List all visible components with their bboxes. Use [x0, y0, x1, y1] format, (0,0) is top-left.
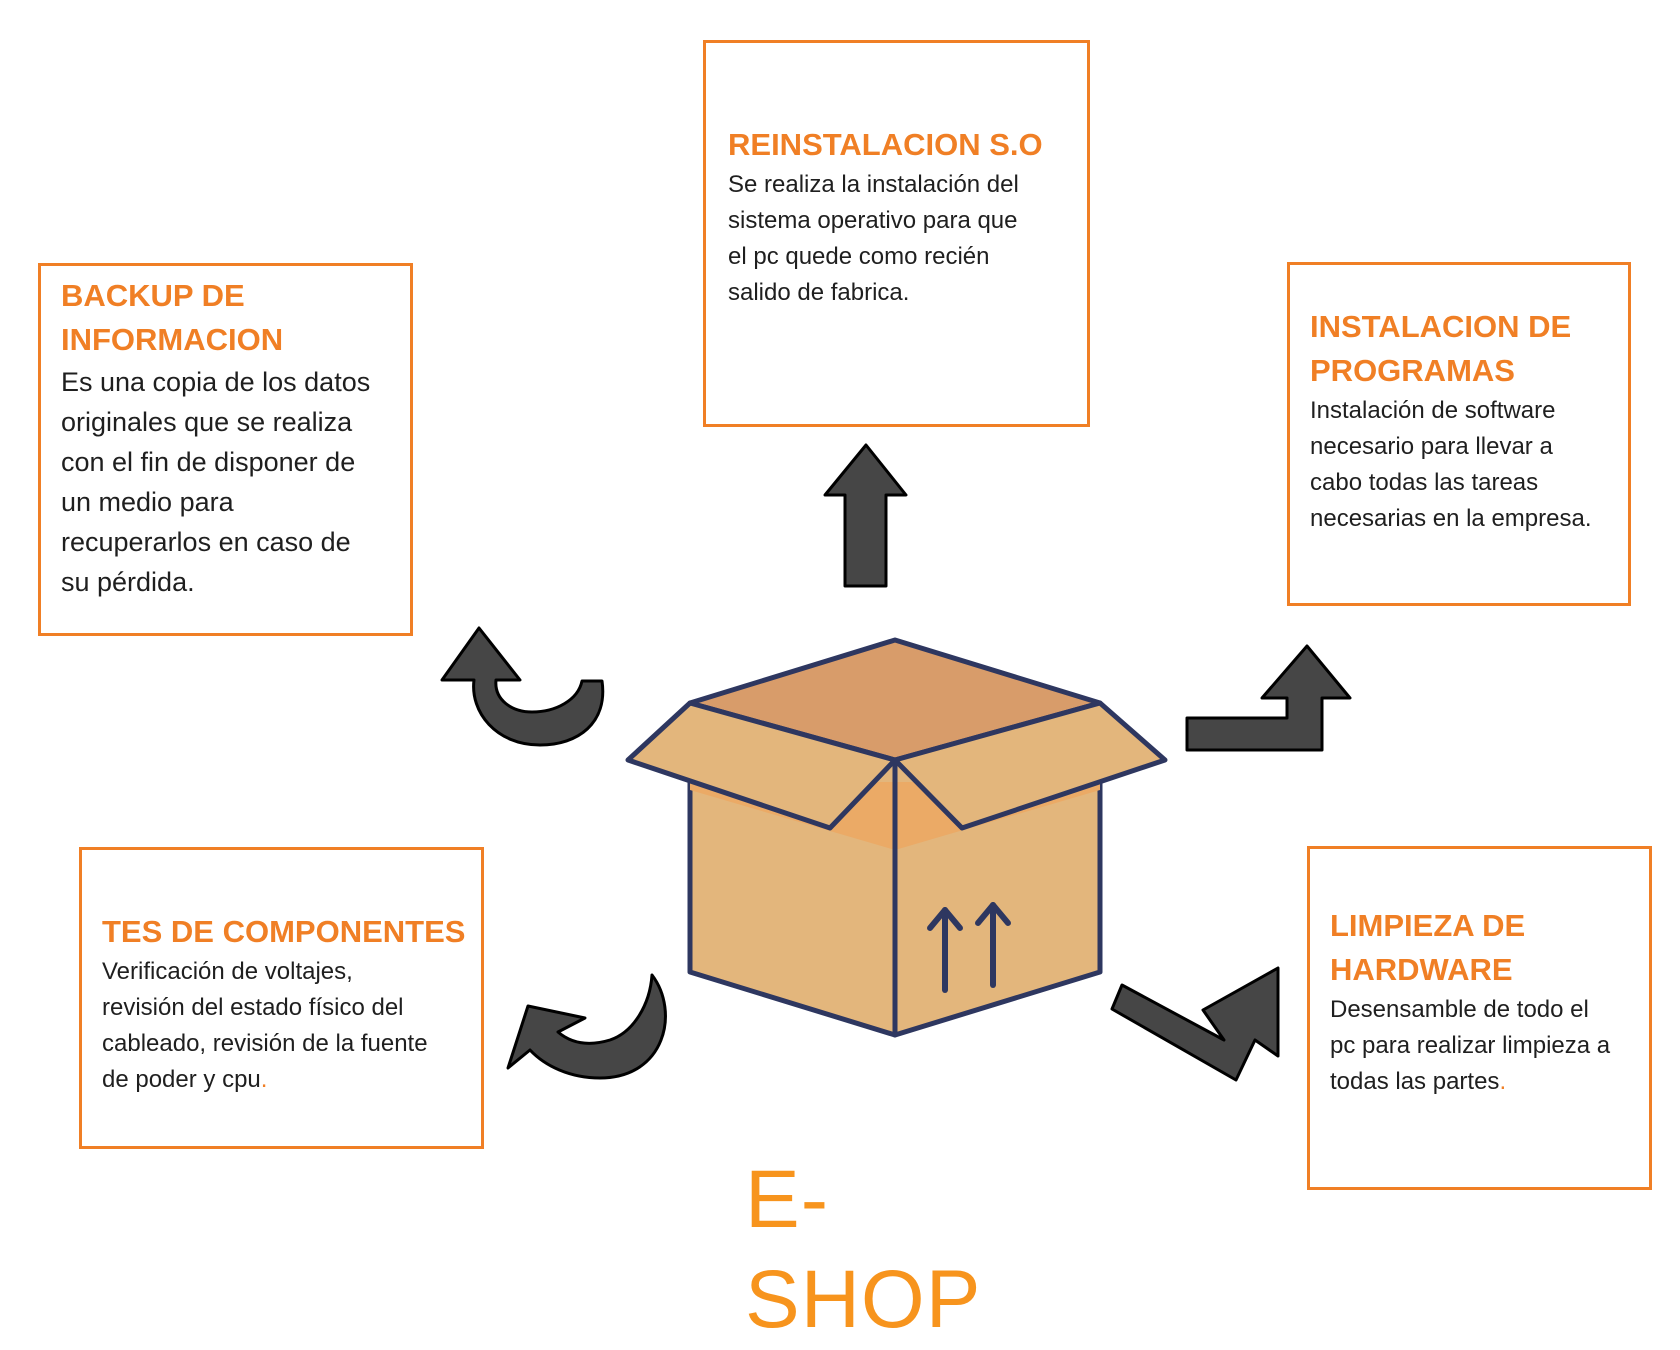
brand-logo-text: E-SHOP: [745, 1154, 982, 1345]
card-description: Se realiza la instalación del sistema operativo para que el pc quede como recién salido de fabrica.: [728, 171, 1019, 306]
curved-arrow-components-icon: [508, 975, 665, 1078]
card-limpieza-hardware: [1307, 846, 1652, 1190]
card-title: BACKUP DE INFORMACION: [61, 278, 284, 357]
card-title: LIMPIEZA DE HARDWARE: [1330, 908, 1526, 987]
card-title: TES DE COMPONENTES: [102, 914, 466, 949]
card-description: Es una copia de los datos originales que se realiza con el fin de disponer de un medio para recuperarlos en caso de su pérdida.: [61, 367, 371, 597]
arrow-cleaning-icon: [1112, 968, 1278, 1080]
curved-arrow-backup-icon: [442, 628, 603, 745]
card-description: [102, 954, 471, 1098]
card-title: INSTALACION DE PROGRAMAS: [1310, 309, 1572, 388]
card-description-dot: .: [1499, 1068, 1507, 1095]
card-reinstalacion-so: [703, 40, 1090, 427]
card-description-dot: .: [260, 1066, 268, 1093]
card-description-text: Desensamble de todo el pc para realizar limpieza a todas las partes: [1330, 996, 1611, 1095]
card-backup-informacion: [38, 263, 413, 636]
card-description: Instalación de software necesario para llevar a cabo todas las tareas necesarias en la empresa.: [1310, 397, 1592, 532]
card-test-componentes: [79, 847, 484, 1149]
card-description: [1330, 992, 1639, 1100]
arrow-up-right-icon: [1187, 646, 1350, 750]
arrow-up-icon: [825, 445, 906, 586]
card-instalacion-programas: [1287, 262, 1631, 606]
open-box-icon: [628, 640, 1165, 1035]
card-description-text: Verificación de voltajes, revisión del estado físico del cableado, revisión de la fuente de poder y cpu: [102, 958, 428, 1093]
card-title: REINSTALACION S.O: [728, 127, 1043, 162]
